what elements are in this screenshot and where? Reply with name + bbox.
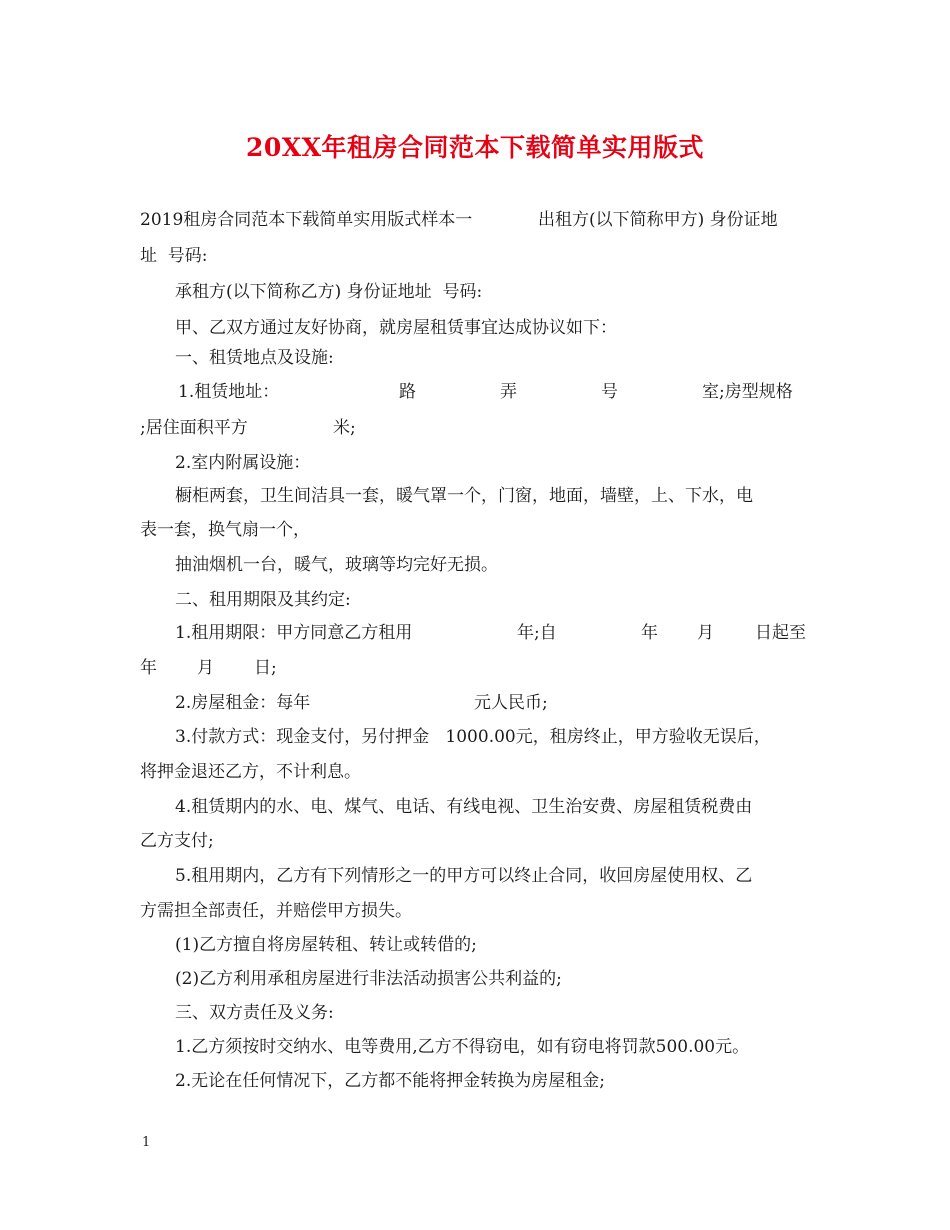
rental-term-end-day: 日;: [254, 658, 277, 678]
rent-currency: 元人民币;: [474, 693, 548, 713]
facilities-line-2: 表一套，换气扇一个，: [140, 520, 310, 540]
rent-label: 2.房屋租金：每年: [175, 693, 311, 713]
rental-term-label: 1.租用期限：甲方同意乙方租用: [175, 623, 413, 643]
agreement-line: 甲、乙双方通过友好协商，就房屋租赁事宜达成协议如下：: [175, 318, 617, 338]
payment-line-1: 3.付款方式：现金支付，另付押金 1000.00元，租房终止，甲方验收无误后，: [175, 727, 771, 747]
intro-line-part2: 出租方(以下简称甲方) 身份证地: [538, 210, 778, 230]
rental-term-start-month: 月: [697, 623, 714, 643]
duty-line-1: 1.乙方须按时交纳水、电等费用,乙方不得窃电，如有窃电将罚款500.00元。: [175, 1037, 750, 1057]
living-area-unit: 米;: [333, 418, 356, 438]
section-heading-1: 一、租赁地点及设施:: [175, 348, 334, 368]
page-number: 1: [142, 1135, 151, 1150]
section-heading-3: 三、双方责任及义务:: [175, 1003, 334, 1023]
rental-term-start-year: 年: [641, 623, 658, 643]
rental-address-room: 室;房型规格: [702, 382, 793, 402]
facilities-line-3: 抽油烟机一台，暖气，玻璃等均完好无损。: [175, 555, 498, 575]
termination-case-2: (2)乙方利用承租房屋进行非法活动损害公共利益的;: [175, 969, 562, 989]
rental-term-end-year: 年: [140, 658, 157, 678]
utilities-line-2: 乙方支付;: [140, 831, 214, 851]
facilities-line-1: 橱柜两套，卫生间洁具一套，暖气罩一个，门窗，地面，墙壁，上、下水，电: [175, 486, 753, 506]
rental-term-end-month: 月: [197, 658, 214, 678]
rental-address-road: 路: [399, 382, 416, 402]
section-heading-2: 二、租用期限及其约定:: [175, 590, 351, 610]
lessee-line: 承租方(以下简称乙方) 身份证地址 号码:: [175, 282, 483, 302]
facilities-heading: 2.室内附属设施：: [175, 453, 311, 473]
utilities-line-1: 4.租赁期内的水、电、煤气、电话、有线电视、卫生治安费、房屋租赁税费由: [175, 797, 753, 817]
duty-line-2: 2.无论在任何情况下，乙方都不能将押金转换为房屋租金;: [175, 1071, 605, 1091]
rental-address-number: 号: [601, 382, 618, 402]
document-title: 20XX年租房合同范本下载简单实用版式: [245, 133, 705, 162]
rental-term-start-day: 日起至: [755, 623, 806, 643]
termination-case-1: (1)乙方擅自将房屋转租、转让或转借的;: [175, 935, 477, 955]
living-area-label: ;居住面积平方: [140, 418, 248, 438]
intro-line-part1: 2019租房合同范本下载简单实用版式样本一: [140, 210, 473, 230]
rental-address-label: 1.租赁地址：: [178, 382, 280, 402]
payment-line-2: 将押金退还乙方，不计利息。: [140, 762, 361, 782]
rental-address-lane: 弄: [500, 382, 517, 402]
intro-line-2: 址 号码:: [140, 246, 208, 266]
termination-line-2: 方需担全部责任，并赔偿甲方损失。: [140, 901, 412, 921]
termination-line-1: 5.租用期内，乙方有下列情形之一的甲方可以终止合同，收回房屋使用权、乙: [175, 866, 753, 886]
rental-term-years: 年;自: [517, 623, 557, 643]
